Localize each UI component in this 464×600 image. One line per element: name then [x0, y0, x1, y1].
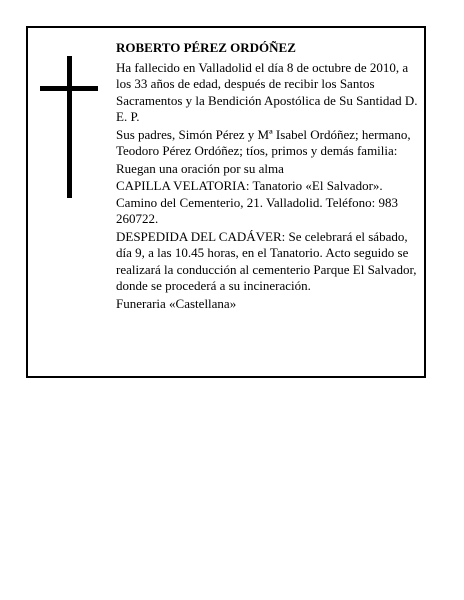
cross-vertical-bar: [67, 56, 72, 198]
cross-horizontal-bar: [40, 86, 98, 91]
wake-chapel-info: CAPILLA VELATORIA: Tanatorio «El Salvador». Camino del Cementerio, 21. Valladolid. Teléfono: 983 260722.: [116, 178, 399, 226]
death-statement: Ha fallecido en Valladolid el día 8 de octubre de 2010, a los 33 años de edad, después de recibir los Santos Sacramentos y la Bendición Apostólica de Su Santidad D. E. P.: [116, 59, 418, 124]
deceased-name: ROBERTO PÉREZ ORDÓÑEZ: [116, 40, 296, 55]
farewell-info: DESPEDIDA DEL CADÁVER: Se celebrará el sábado, día 9, a las 10.45 horas, en el Tanatorio. Acto seguido se realizará la conducción al cementerio Parque El Salvador, donde se procederá a su incineración.: [116, 228, 417, 293]
obituary-text: [116, 40, 422, 312]
family-members: Sus padres, Simón Pérez y Mª Isabel Ordóñez; hermano, Teodoro Pérez Ordóñez; tíos, primos y demás familia:: [116, 126, 411, 158]
funeral-home: Funeraria «Castellana»: [116, 295, 237, 311]
prayer-request: Ruegan una oración por su alma: [116, 160, 284, 176]
latin-cross-icon: [40, 56, 98, 198]
obituary-notice: [26, 26, 426, 378]
